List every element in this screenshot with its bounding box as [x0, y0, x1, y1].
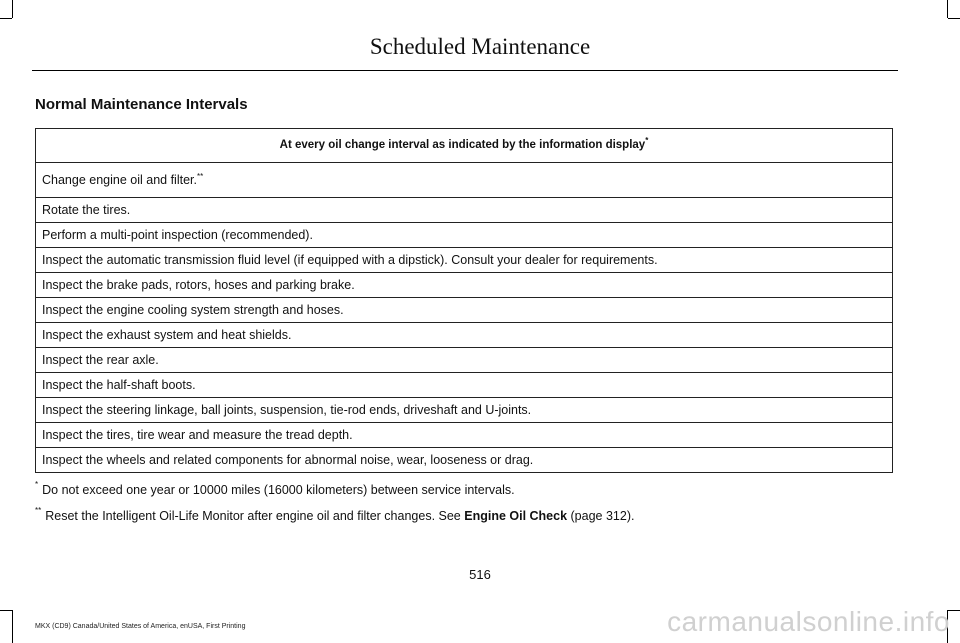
table-cell — [36, 298, 893, 323]
table-cell — [36, 323, 893, 348]
table-header-row — [36, 129, 893, 163]
table-cell — [36, 273, 893, 298]
crop-mark-top-left-h — [0, 18, 12, 19]
page-number: 516 — [469, 567, 491, 582]
crop-mark-bottom-left-v — [12, 610, 13, 643]
maintenance-item-text: Perform a multi-point inspection (recommended). — [42, 227, 313, 242]
table-row — [36, 423, 893, 448]
table-row — [36, 373, 893, 398]
table-row — [36, 448, 893, 473]
maintenance-item-text: Inspect the engine cooling system strength and hoses. — [42, 302, 344, 317]
footnote-marker: ** — [196, 171, 204, 181]
maintenance-item-text: Rotate the tires. — [42, 202, 131, 217]
table-cell — [36, 348, 893, 373]
maintenance-item-text: Inspect the automatic transmission fluid level (if equipped with a dipstick). Consult your dealer for requirements. — [42, 252, 658, 267]
footnote-suffix: (page 312). — [567, 509, 635, 523]
footnote-text: Reset the Intelligent Oil-Life Monitor after engine oil and filter changes. See — [45, 509, 465, 523]
maintenance-item-text: Inspect the steering linkage, ball joints, suspension, tie-rod ends, driveshaft and U-joints. — [42, 402, 532, 417]
maintenance-item-text: Inspect the half-shaft boots. — [42, 377, 196, 392]
crop-mark-top-left-v — [12, 0, 13, 18]
header-divider — [32, 70, 898, 71]
maintenance-table — [35, 128, 893, 473]
maintenance-item-text: Inspect the tires, tire wear and measure the tread depth. — [42, 427, 353, 442]
table-row — [36, 398, 893, 423]
footnote-marker: ** — [35, 506, 42, 515]
table-row — [36, 298, 893, 323]
engine-oil-check-link[interactable]: Engine Oil Check — [464, 509, 568, 523]
maintenance-item-text: Change engine oil and filter. — [42, 172, 197, 187]
maintenance-item-text: Inspect the wheels and related components for abnormal noise, wear, looseness or drag. — [42, 452, 534, 467]
table-body — [36, 163, 893, 473]
table-row — [36, 163, 893, 198]
table-cell — [36, 423, 893, 448]
maintenance-item-text: Inspect the rear axle. — [42, 352, 159, 367]
footnote-text: Do not exceed one year or 10000 miles (16000 kilometers) between service intervals. — [42, 483, 515, 497]
table-cell — [36, 398, 893, 423]
maintenance-item-text: Inspect the exhaust system and heat shields. — [42, 327, 292, 342]
table-row — [36, 273, 893, 298]
table-heading — [36, 129, 893, 163]
table-row — [36, 198, 893, 223]
table-heading-text: At every oil change interval as indicated by the information display — [279, 138, 646, 151]
crop-mark-top-right-v — [947, 0, 948, 18]
watermark: carmanualsonline.info — [667, 606, 950, 637]
footnote-marker: * — [645, 135, 649, 145]
table-cell — [36, 163, 893, 198]
crop-mark-bottom-left-h — [0, 610, 12, 611]
table-cell — [36, 448, 893, 473]
section-title: Normal Maintenance Intervals — [35, 96, 248, 113]
table-cell — [36, 373, 893, 398]
table-row — [36, 248, 893, 273]
printing-info: MKX (CD9) Canada/United States of America, enUSA, First Printing — [35, 623, 246, 630]
footnote-two — [35, 506, 635, 523]
table-cell — [36, 223, 893, 248]
crop-mark-top-right-h — [948, 18, 960, 19]
footnote-one — [35, 480, 515, 497]
table-row — [36, 223, 893, 248]
maintenance-item-text: Inspect the brake pads, rotors, hoses and parking brake. — [42, 277, 355, 292]
page-title: Scheduled Maintenance — [369, 34, 591, 59]
table-cell — [36, 198, 893, 223]
table-row — [36, 348, 893, 373]
table-cell — [36, 248, 893, 273]
footnote-marker: * — [35, 480, 39, 489]
table-row — [36, 323, 893, 348]
